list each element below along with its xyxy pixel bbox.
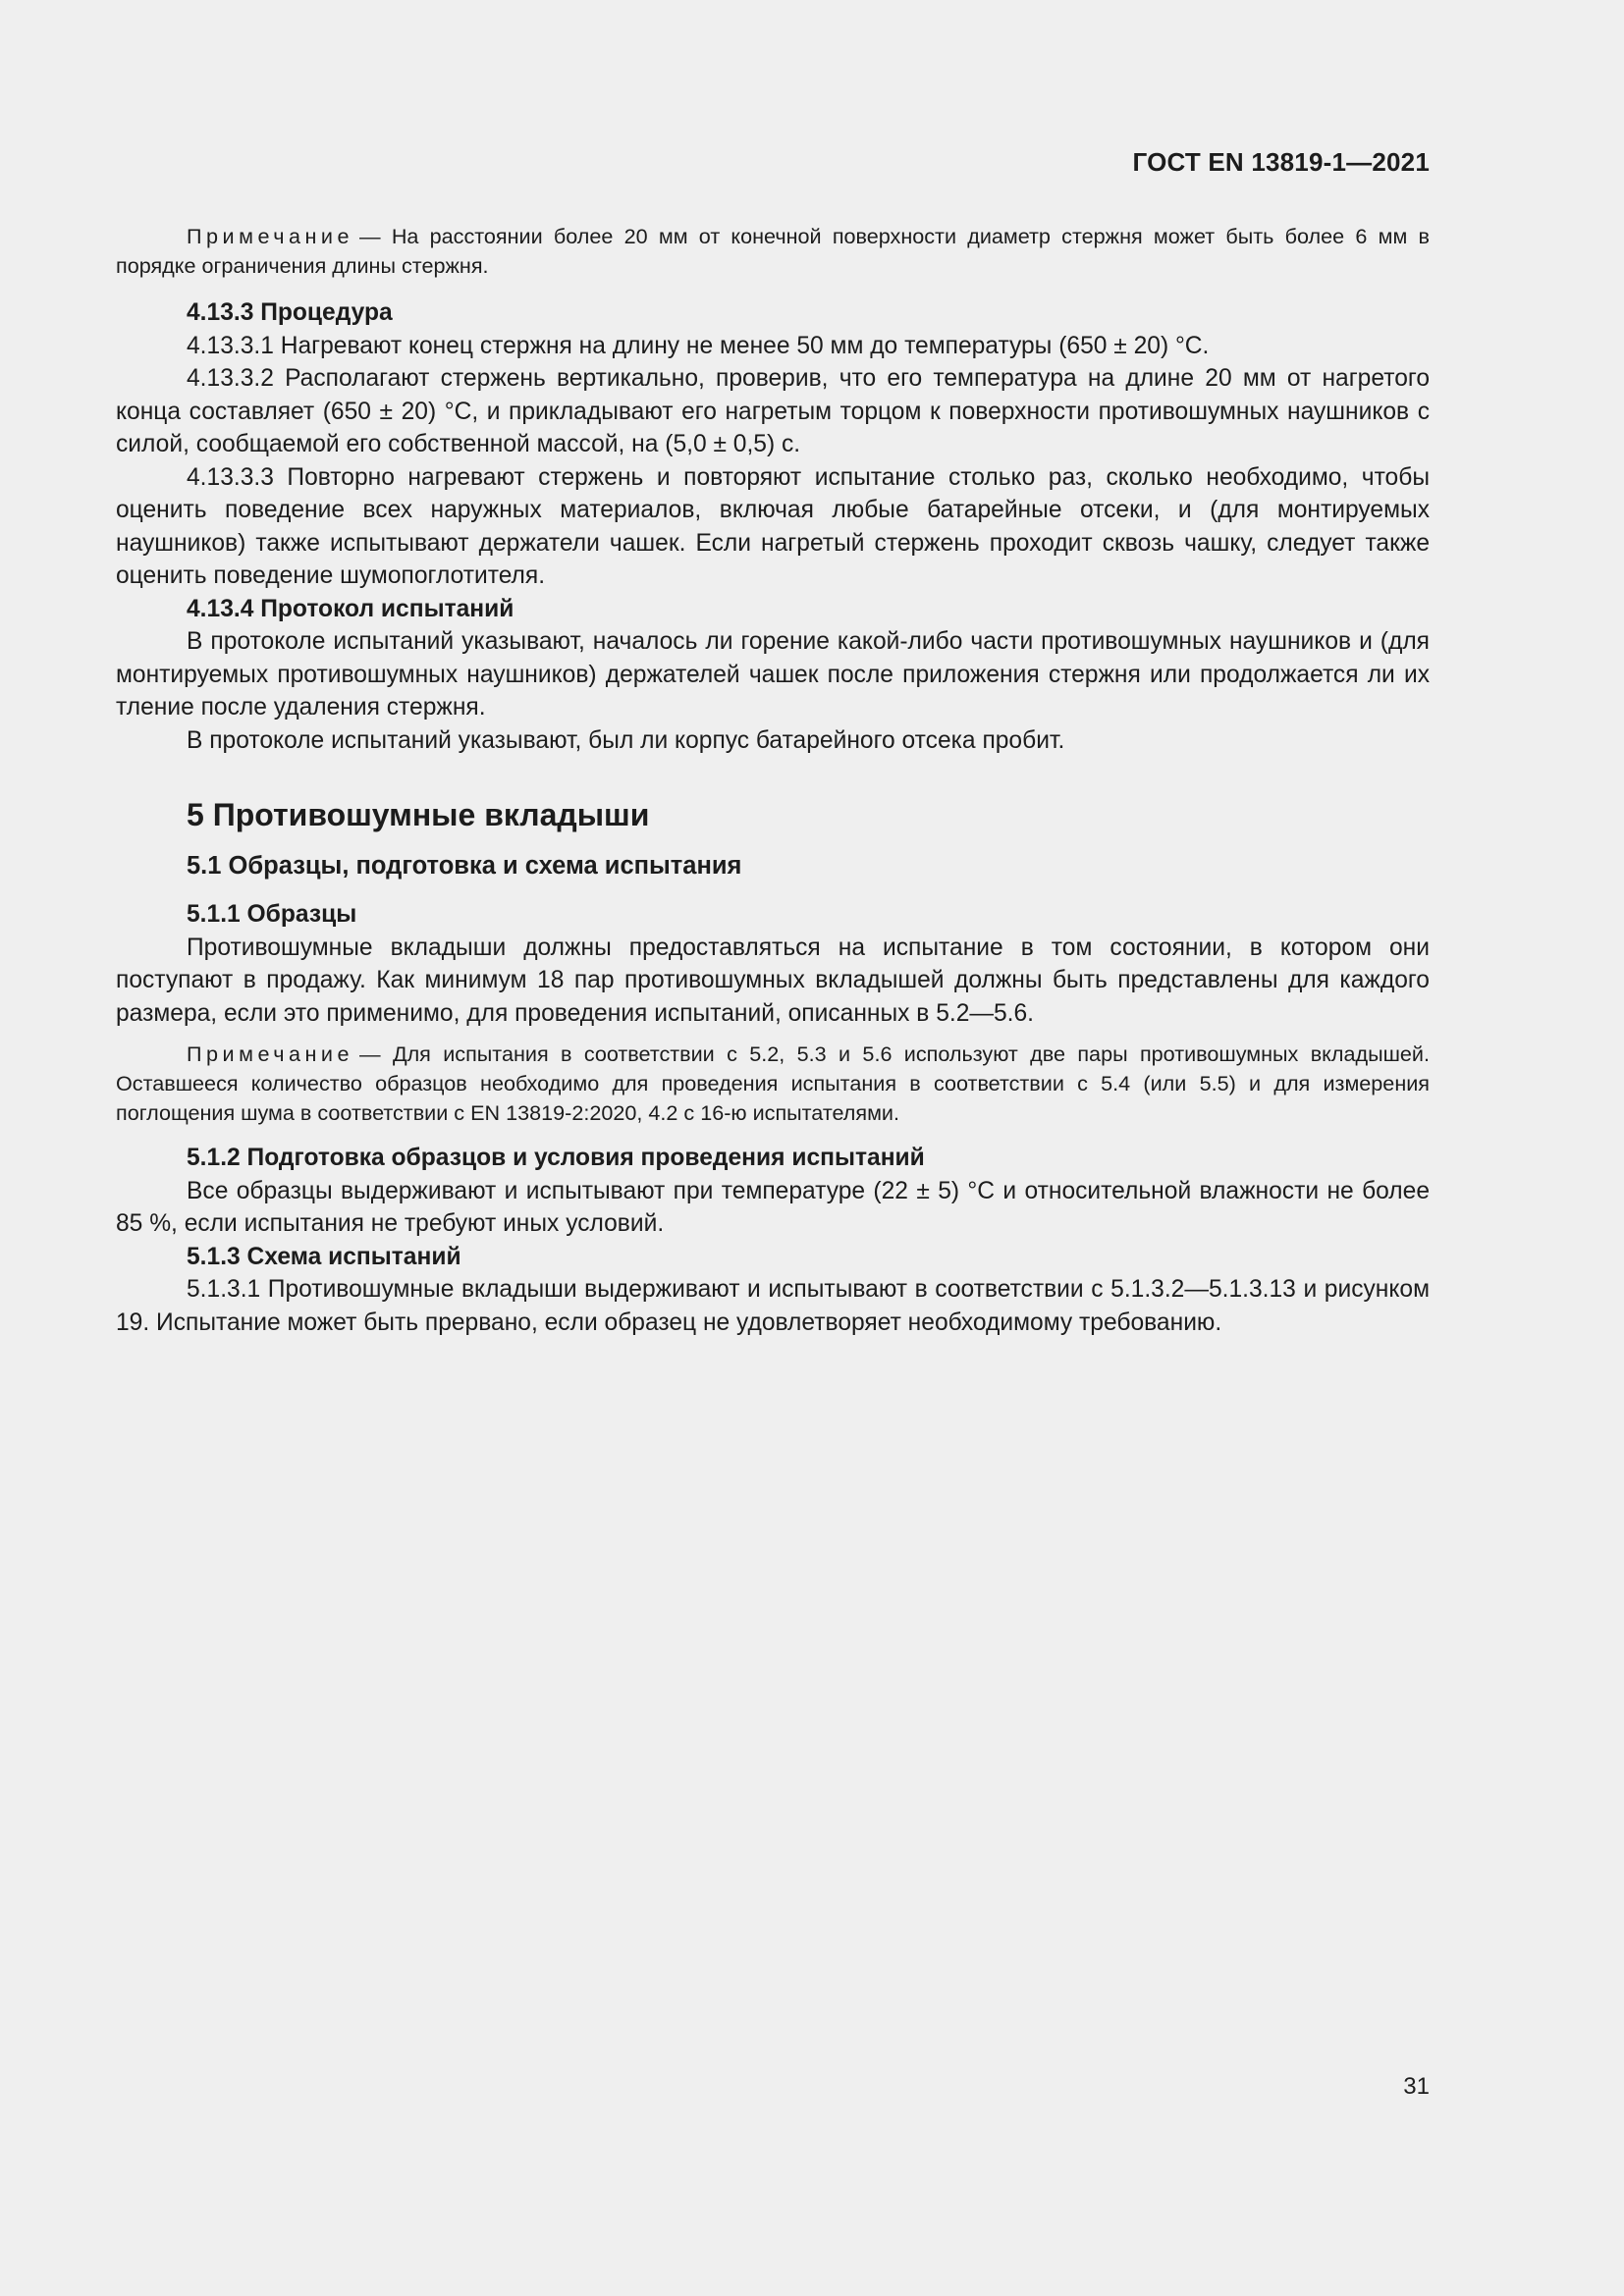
paragraph-5-1-2: Все образцы выдерживают и испытывают при температуре (22 ± 5) °С и относительной влажности не более 85 %, если испытания не требуют иных условий. xyxy=(116,1177,1430,1237)
paragraph-4-13-4-b: В протоколе испытаний указывают, был ли корпус батарейного отсека пробит. xyxy=(187,726,1065,754)
paragraph-4-13-3-1: 4.13.3.1 Нагревают конец стержня на длину не менее 50 мм до температуры (650 ± 20) °С. xyxy=(187,332,1210,359)
page-content xyxy=(116,222,1430,1339)
note-label: Примечание xyxy=(187,224,353,248)
heading-5-1-2: 5.1.2 Подготовка образцов и условия проведения испытаний xyxy=(187,1145,925,1171)
page-number: 31 xyxy=(1403,2073,1430,2100)
note-text: — На расстоянии более 20 мм от конечной поверхности диаметр стержня может быть более 6 мм в порядке ограничения длины стержня. xyxy=(116,224,1430,278)
document-code-header: ГОСТ EN 13819-1—2021 xyxy=(1132,147,1430,177)
note-specimen-count xyxy=(116,1040,1430,1128)
heading-4-13-3: 4.13.3 Процедура xyxy=(187,299,393,326)
paragraph-5-1-3-1: 5.1.3.1 Противошумные вкладыши выдерживают и испытывают в соответствии с 5.1.3.2—5.1.3.13 и рисунком 19. Испытание может быть прервано, если образец не удовлетворяет необходимому требованию. xyxy=(116,1276,1430,1336)
heading-section-5: 5 Противошумные вкладыши xyxy=(187,797,650,832)
heading-5-1: 5.1 Образцы, подготовка и схема испытания xyxy=(187,852,742,880)
heading-5-1-3: 5.1.3 Схема испытаний xyxy=(187,1243,461,1270)
paragraph-4-13-3-3: 4.13.3.3 Повторно нагревают стержень и повторяют испытание столько раз, сколько необходимо, чтобы оценить поведение всех наружных материалов, включая любые батарейные отсеки, и (для монтируемых наушников) также испытывают держатели чашек. Если нагретый стержень проходит сквозь чашку, следует также оценить поведение шумопоглотителя. xyxy=(116,463,1430,589)
paragraph-5-1-1: Противошумные вкладыши должны предоставляться на испытание в том состоянии, в котором они поступают в продажу. Как минимум 18 пар противошумных вкладышей должны быть представлены для каждого размера, если это применимо, для проведения испытаний, описанных в 5.2—5.6. xyxy=(116,934,1430,1027)
heading-4-13-4: 4.13.4 Протокол испытаний xyxy=(187,595,514,622)
note-label: Примечание xyxy=(187,1041,353,1066)
paragraph-4-13-3-2: 4.13.3.2 Располагают стержень вертикально, проверив, что его температура на длине 20 мм от нагретого конца составляет (650 ± 20) °С, и прикладывают его нагретым торцом к поверхности противошумных наушников с силой, сообщаемой его собственной массой, на (5,0 ± 0,5) с. xyxy=(116,365,1430,457)
paragraph-4-13-4-a: В протоколе испытаний указывают, началось ли горение какой-либо части противошумных наушников и (для монтируемых противошумных наушников) держателей чашек после приложения стержня или продолжается ли их тление после удаления стержня. xyxy=(116,628,1430,721)
note-rod-diameter xyxy=(116,222,1430,281)
heading-5-1-1: 5.1.1 Образцы xyxy=(187,901,357,928)
note-text: — Для испытания в соответствии с 5.2, 5.3 и 5.6 используют две пары противошумных вкладышей. Оставшееся количество образцов необходимо для проведения испытания в соответствии с 5.4 (или 5.5) и для измерения поглощения шума в соответствии с EN 13819-2:2020, 4.2 с 16-ю испытателями. xyxy=(116,1041,1430,1125)
